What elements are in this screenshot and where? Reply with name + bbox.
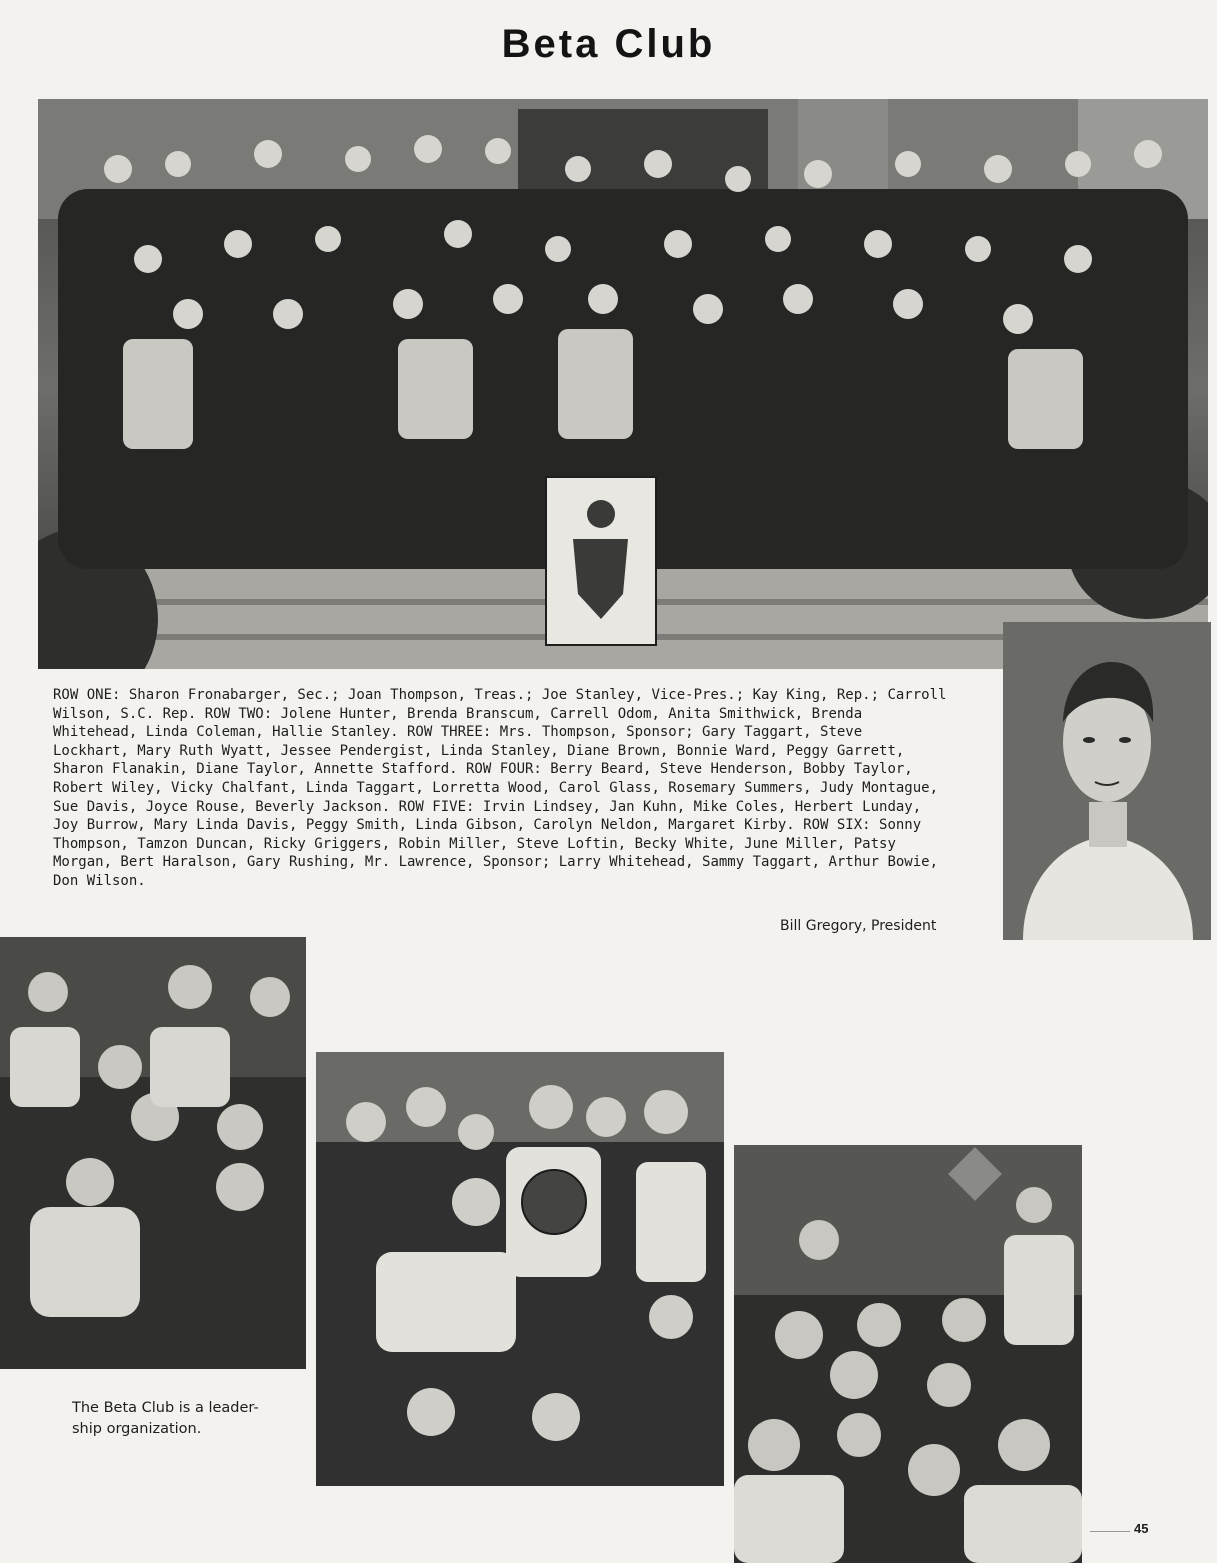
folio-rule (1090, 1531, 1130, 1532)
party-photo-right (734, 1145, 1082, 1563)
president-portrait (1003, 622, 1211, 940)
lower-caption: The Beta Club is a leader- ship organization. (72, 1400, 259, 1437)
party-photo-middle (316, 1052, 724, 1486)
page-title: Beta Club (501, 22, 716, 66)
group-photo (38, 99, 1208, 669)
page-number: 45 (1134, 1521, 1149, 1536)
president-caption: Bill Gregory, President (780, 918, 937, 934)
party-photo-left (0, 937, 306, 1369)
group-photo-caption: ROW ONE: Sharon Fronabarger, Sec.; Joan Thompson, Treas.; Joe Stanley, Vice-Pres.; Kay King, Rep.; Carroll Wilson, S.C. Rep. ROW TWO: Jolene Hunter, Brenda Branscum, Carrell Odom, Anita Smithwick, Brenda Whitehead, Linda Coleman, Hallie Stanley. ROW THREE: Mrs. Thompson, Sponsor; Gary Taggart, Steve Lockhart, Mary Ruth Wyatt, Jessee Pendergist, Linda Stanley, Diane Brown, Bonnie Ward, Peggy Garrett, Sharon Flanakin, Diane Taylor, Annette Stafford. ROW FOUR: Berry Beard, Steve Henderson, Bobby Taylor, Robert Wiley, Vicky Chalfant, Linda Taggart, Lorretta Wood, Carol Glass, Rosemary Summers, Judy Montague, Sue Davis, Joyce Rouse, Beverly Jackson. ROW FIVE: Irvin Lindsey, Jan Kuhn, Mike Coles, Herbert Lunday, Joy Burrow, Mary Linda Davis, Peggy Smith, Linda Gibson, Carolyn Neldon, Margaret Kirby. ROW SIX: Sonny Thompson, Tamzon Duncan, Ricky Griggers, Robin Miller, Steve Loftin, Becky White, June Miller, Patsy Morgan, Bert Haralson, Gary Rushing, Mr. Lawrence, Sponsor; Larry Whitehead, Sammy Taggart, Arthur Bowie, Don Wilson. (53, 687, 947, 889)
